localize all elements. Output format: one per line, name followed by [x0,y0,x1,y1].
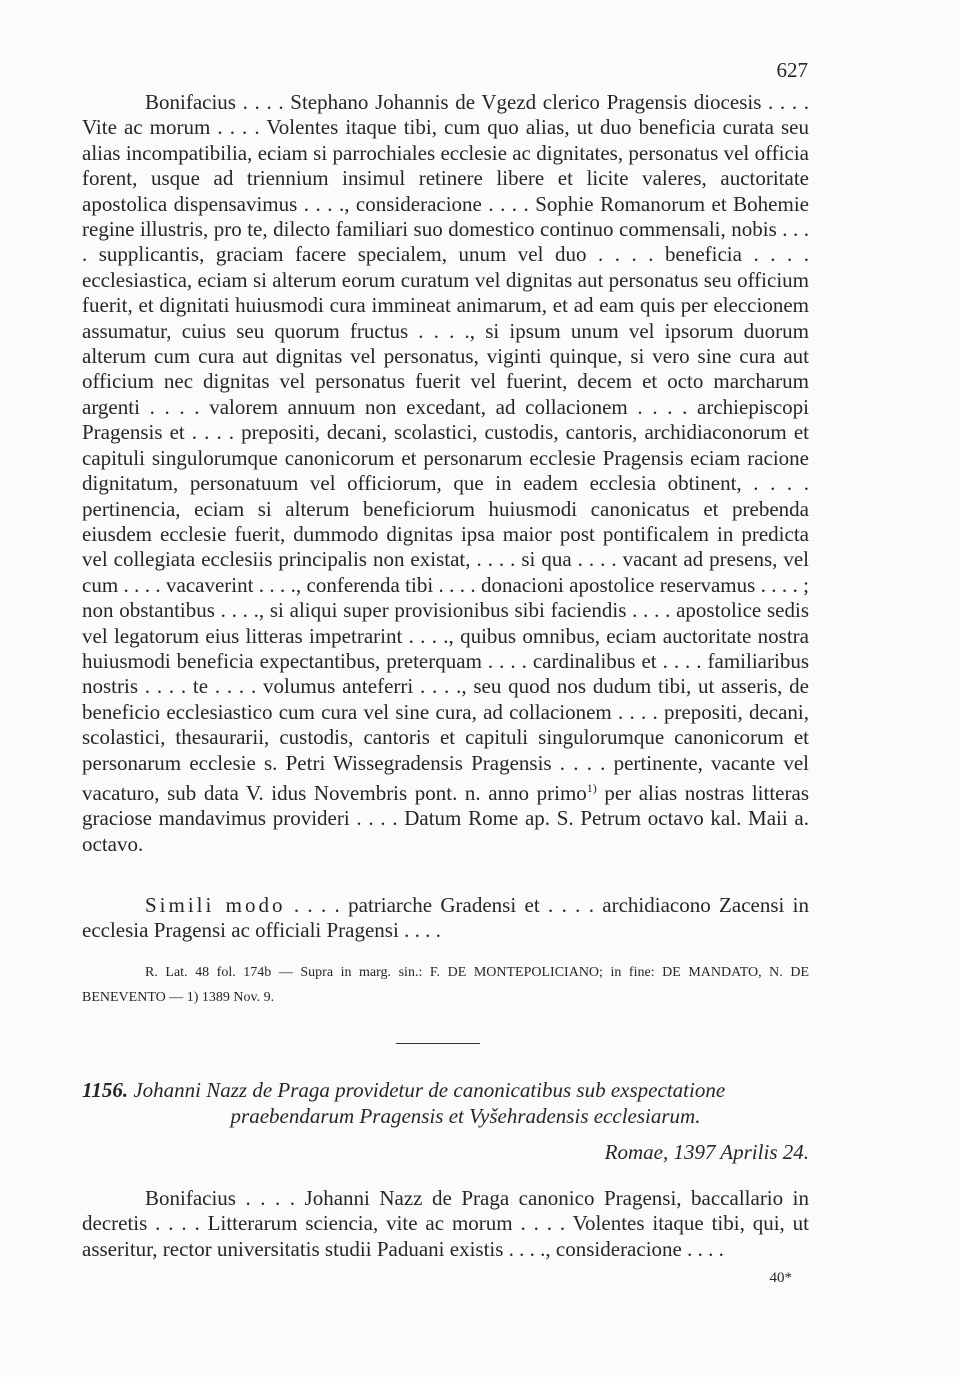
paragraph-second: Bonifacius . . . . Johanni Nazz de Praga canonico Pragensi, baccallario in decretis . . . . Litterarum sciencia, vite ac morum . . . . Volentes itaque tibi, qui, ut asseritur, rector universitatis studii Paduani existis . . . ., consideracione . . . . [82,1186,809,1261]
entry-heading [82,1077,809,1129]
document-body [82,90,809,857]
second-document-body [82,1186,809,1262]
archival-note: R. Lat. 48 fol. 174b — Supra in marg. sin.: F. DE MONTEPOLICIANO; in fine: DE MANDATO, N. DE BENEVENTO — 1) 1389 Nov. 9. [82,965,809,1005]
page-number: 627 [776,58,808,82]
entry-title-line2: praebendarum Pragensis et Vyšehradensis ecclesiarum. [230,1104,701,1128]
similar-paragraph-block [82,893,809,944]
similar-rest: . . . . patriarche Gradensi et . . . . archidiacono Zacensi in ecclesia Pragensi ac officiali Pragensi . . . . [82,893,809,943]
section-divider [396,1043,480,1044]
paragraph-main [82,90,809,857]
signature-mark: 40* [769,1270,792,1286]
paragraph-main-text: Bonifacius . . . . Stephano Johannis de Vgezd clerico Pragensis diocesis . . . . Vite ac morum . . . . Volentes itaque tibi, cum quo alias, ut duo beneficia curata seu alias incompatibilia, eciam si parrochiales ecclesie ac dignitates, personatus vel officia forent, usque ad triennium insimul retinere libere et licite valeres, auctoritate apostolica dispensavimus . . . ., consideracione . . . . Sophie Romanorum et Bohemie regine illustris, pro te, dilecto familiari suo domestico continuo commensali, nobis . . . . supplicantis, graciam facere specialem, unum vel duo . . . . beneficia . . . . ecclesiastica, eciam si alterum eorum curatum vel dignitas aut personatus seu officium fuerit, et dignitati huiusmodi cura immineat animarum, et ad eam quis per eleccionem assumatur, cuius seu quorum fructus . . . ., si ipsum unum vel ipsorum duorum alterum cum cura aut dignitas vel personatus, viginti quinque, si vero sine cura aut officium nec dignitas vel personatus fuerit vel fuerint, decem et octo marcharum argenti . . . . valorem annuum non excedant, ad collacionem . . . . archiepiscopi Pragensis et . . . . prepositi, decani, scolastici, custodis, cantoris, archidiaconorum et capituli singulorumque canonicorum et personarum ecclesie Pragensis eciam racione dignitatum, personatuum vel officiorum, que in eadem ecclesia obtinent, . . . . pertinencia, eciam si alterum beneficiorum huiusmodi canonicatus et prebenda eiusdem ecclesie fuerit, dummodo dignitas ipsa maior post pontificalem in predicta vel collegiata ecclesiis principalis non existat, . . . . si qua . . . . vacant ad presens, vel cum . . . . vacaverint . . . ., conferenda tibi . . . . donacioni apostolice reservamus . . . . ; non obstantibus . . . ., si aliqui super provisionibus sibi faciendis . . . . apostolice sedis vel legatorum eius litteras impetrarint . . . ., quibus omnibus, eciam auctoritate nostra huiusmodi beneficia expectantibus, preterquam . . . . cardinalibus et . . . . familiaribus nostris . . . . te . . . . volumus anteferri . . . ., seu quod nos dudum tibi, ut asseris, de beneficio ecclesiastico cum cura vel sine cura, ad collacionem . . . . prepositi, decani, scolastici, thesaurarii, custodis, cantoris et capituli singulorumque canonicorum et personarum ecclesie s. Petri Wissegradensis Pragensis . . . . pertinente, vacante vel vacaturo, sub data V. idus Novembris pont. n. anno primo [82,90,809,805]
similar-lead: Simili modo [145,893,286,917]
entry-number: 1156. [82,1078,129,1102]
footnote-marker: 1) [586,780,597,795]
paragraph-similar [82,893,809,944]
place-date: Romae, 1397 Aprilis 24. [604,1140,809,1164]
entry-title-line1: Johanni Nazz de Praga providetur de canonicatibus sub exspectatione [128,1078,726,1102]
paragraph-main-end: per alias nostras litteras graciose mandavimus provideri . . . . Datum Rome ap. S. Petrum octavo kal. Maii a. octavo. [82,780,809,856]
